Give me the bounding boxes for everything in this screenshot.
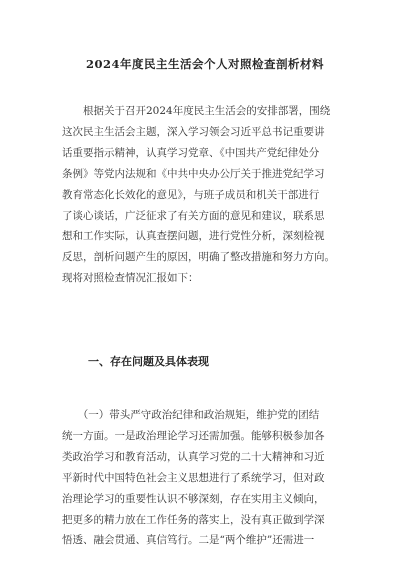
paragraph-line: 现将对照检查情况汇报如下： [62, 272, 199, 285]
paragraph-line: 话重要指示精神，认真学习党章、《中国共产党纪律处分 [62, 146, 320, 159]
paragraph-line: 类政治学习和教育活动，认真学习党的二十大精神和习近 [62, 450, 325, 463]
paragraph-line: 条例》等党内法规和《中共中央办公厅关于推进党纪学习 [62, 167, 325, 180]
paragraph-line: （一）带头严守政治纪律和政治规矩，维护党的团结 [62, 409, 320, 421]
intro-paragraph [62, 101, 352, 289]
paragraph-line: 反思，剖析问题产生的原因，明确了整改措施和努力方向。 [62, 251, 335, 264]
paragraph-line: 教育常态化长效化的意见》，与班子成员和机关干部进行 [62, 188, 320, 201]
paragraph-line: 平新时代中国特色社会主义思想进行了系统学习，但对政 [62, 471, 325, 484]
paragraph-line: 治理论学习的重要性认识不够深刻，存在实用主义倾向， [62, 492, 325, 505]
section-heading: 一、存在问题及具体表现 [88, 355, 209, 368]
paragraph-line: 了谈心谈话，广泛征求了有关方面的意见和建议，联系思 [62, 209, 325, 222]
paragraph-line: 根据关于召开2024年度民主生活会的安排部署，围绕 [62, 105, 331, 117]
paragraph-line: 想和工作实际，认真查摆问题，进行党性分析，深刻检视 [62, 230, 325, 243]
paragraph-line: 悟透、融会贯通、真信笃行。二是“两个维护”还需进一 [62, 534, 315, 547]
document-title: 2024年度民主生活会个人对照检查剖析材料 [85, 57, 324, 71]
paragraph-line: 统一方面。一是政治理论学习还需加强。能够积极参加各 [62, 429, 325, 442]
section-paragraph [62, 405, 352, 551]
paragraph-line: 这次民主生活会主题，深入学习领会习近平总书记重要讲 [62, 125, 325, 138]
paragraph-line: 把更多的精力放在工作任务的落实上，没有真正做到学深 [62, 513, 325, 526]
